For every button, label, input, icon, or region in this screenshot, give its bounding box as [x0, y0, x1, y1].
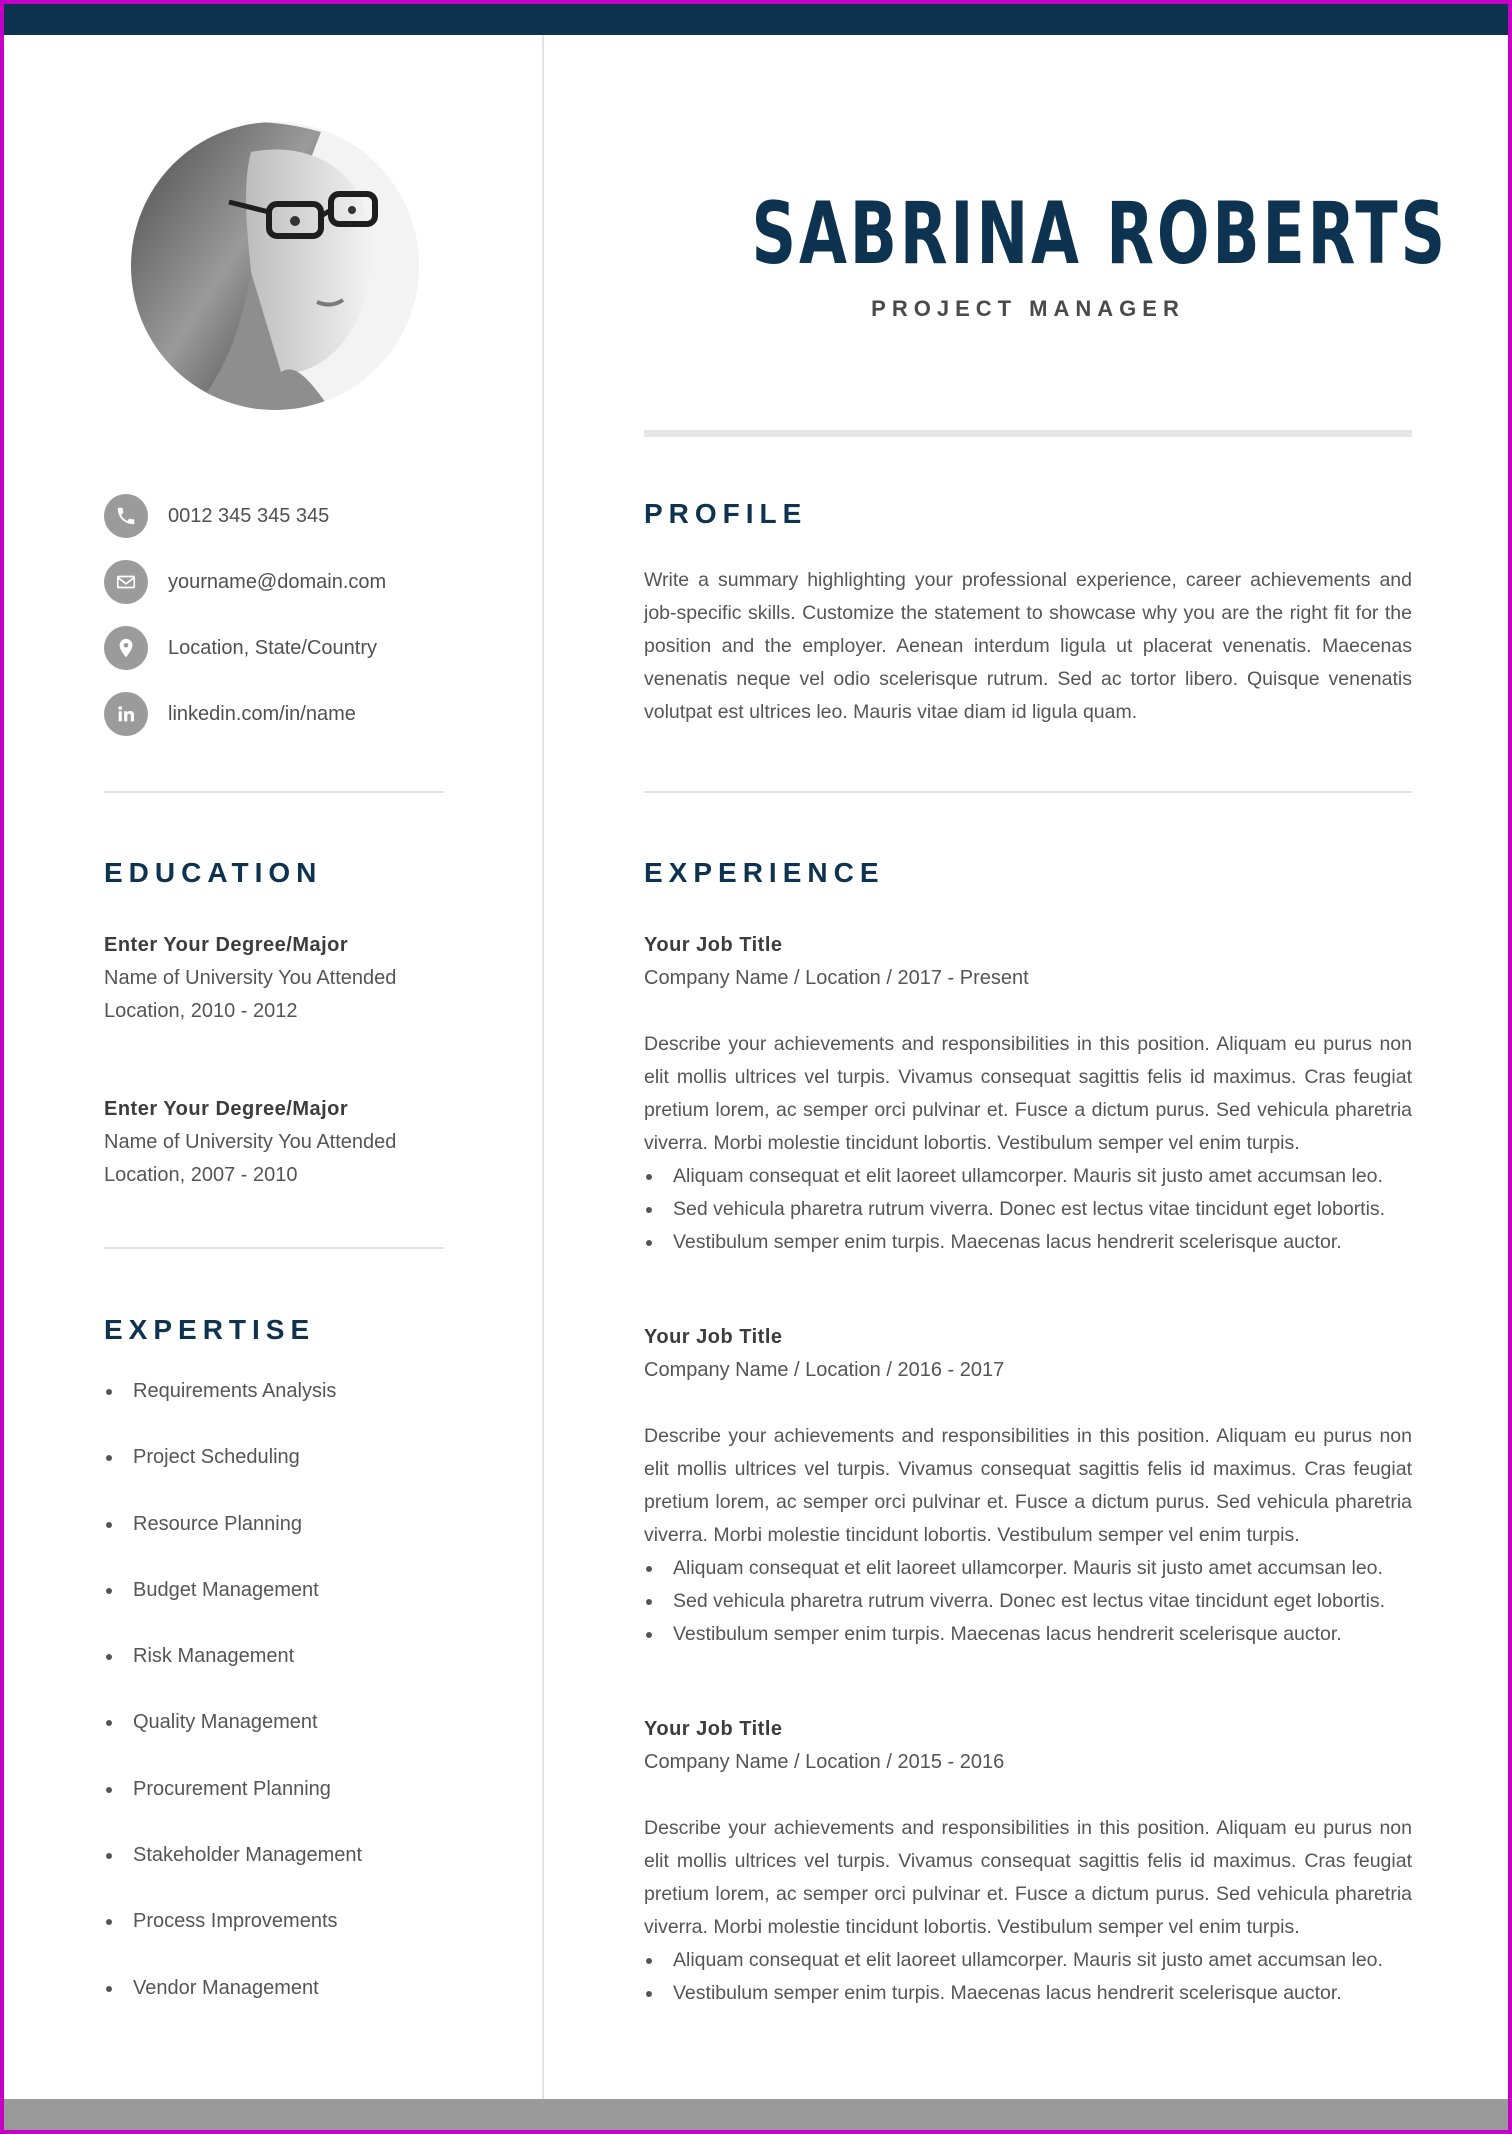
phone-number: 0012 345 345 345: [168, 504, 330, 527]
education-section: [104, 857, 504, 1192]
list-item: Budget Management: [104, 1575, 504, 1641]
education-entry: [104, 1093, 504, 1192]
linkedin-icon: [104, 692, 148, 736]
list-item: Quality Management: [104, 1707, 504, 1773]
header-divider: [644, 430, 1412, 437]
location-text: Location, State/Country: [168, 636, 378, 659]
list-item: Vestibulum semper enim turpis. Maecenas lacus hendrerit scelerisque auctor.: [644, 1618, 1412, 1651]
list-item: Sed vehicula pharetra rutrum viverra. Donec est lectus vitae tincidunt eget lobortis.: [644, 1193, 1412, 1226]
list-item: Procurement Planning: [104, 1774, 504, 1840]
envelope-icon: [104, 560, 148, 604]
degree: Enter Your Degree/Major: [104, 934, 349, 956]
contact-linkedin[interactable]: [104, 692, 454, 736]
education-details: Location, 2010 - 2012: [104, 1000, 298, 1022]
expertise-heading: EXPERTISE: [104, 1314, 316, 1345]
email-address: yourname@domain.com: [168, 570, 387, 593]
education-heading: EDUCATION: [104, 857, 323, 888]
right-divider: [644, 791, 1412, 793]
experience-section: [644, 857, 1412, 2010]
expertise-section: [104, 1314, 504, 2039]
profile-section: [644, 498, 1412, 729]
header-block: [644, 184, 1448, 322]
list-item: Vestibulum semper enim turpis. Maecenas lacus hendrerit scelerisque auctor.: [644, 1226, 1412, 1259]
location-pin-icon: [104, 626, 148, 670]
education-details: Location, 2007 - 2010: [104, 1164, 298, 1186]
bottom-color-bar: [4, 2099, 1508, 2130]
job-title: Your Job Title: [644, 1326, 783, 1348]
job-bullets: [644, 1552, 1412, 1651]
left-divider: [104, 791, 444, 793]
expertise-list: [104, 1376, 504, 2039]
contact-location: [104, 626, 454, 670]
list-item: Process Improvements: [104, 1906, 504, 1972]
list-item: Resource Planning: [104, 1509, 504, 1575]
list-item: Aliquam consequat et elit laoreet ullamcorper. Mauris sit justo amet accumsan leo.: [644, 1160, 1412, 1193]
list-item: Sed vehicula pharetra rutrum viverra. Donec est lectus vitae tincidunt eget lobortis.: [644, 1585, 1412, 1618]
list-item: Vendor Management: [104, 1973, 504, 2039]
job-bullets: [644, 1944, 1412, 2010]
profile-photo: [131, 122, 419, 410]
job-title: Your Job Title: [644, 1718, 783, 1740]
job-bullets: [644, 1160, 1412, 1259]
job-title: Your Job Title: [644, 934, 783, 956]
job-description: Describe your achievements and responsibilities in this position. Aliquam eu purus non elit mollis ultrices vel turpis. Vivamus consequat sagittis felis id maximus. Cras feugiat pretium lorem, ac semper orci pulvinar et. Fusce a dictum purus. Sed vehicula pharetria viverra. Morbi molestie tincidunt lobortis. Vestibulum semper vel enim turpis.: [644, 1425, 1412, 1546]
job-company: Company Name / Location / 2015 - 2016: [644, 1751, 1005, 1773]
job-entry: [644, 1321, 1412, 1651]
list-item: Aliquam consequat et elit laoreet ullamcorper. Mauris sit justo amet accumsan leo.: [644, 1552, 1412, 1585]
person-name: SABRINA ROBERTS: [751, 184, 1448, 284]
job-company: Company Name / Location / 2017 - Present: [644, 967, 1029, 989]
university: Name of University You Attended: [104, 1131, 397, 1153]
list-item: Risk Management: [104, 1641, 504, 1707]
linkedin-url: linkedin.com/in/name: [168, 702, 356, 725]
degree: Enter Your Degree/Major: [104, 1098, 349, 1120]
contact-phone[interactable]: [104, 494, 454, 538]
job-description: Describe your achievements and responsibilities in this position. Aliquam eu purus non elit mollis ultrices vel turpis. Vivamus consequat sagittis felis id maximus. Cras feugiat pretium lorem, ac semper orci pulvinar et. Fusce a dictum purus. Sed vehicula pharetria viverra. Morbi molestie tincidunt lobortis. Vestibulum semper vel enim turpis.: [644, 1033, 1412, 1154]
job-entry: [644, 1713, 1412, 2010]
list-item: Aliquam consequat et elit laoreet ullamcorper. Mauris sit justo amet accumsan leo.: [644, 1944, 1412, 1977]
profile-heading: PROFILE: [644, 498, 808, 529]
phone-icon: [104, 494, 148, 538]
contact-list: [104, 494, 454, 758]
job-role: PROJECT MANAGER: [871, 296, 1185, 321]
list-item: Requirements Analysis: [104, 1376, 504, 1442]
contact-email[interactable]: [104, 560, 454, 604]
left-divider: [104, 1247, 444, 1249]
list-item: Vestibulum semper enim turpis. Maecenas lacus hendrerit scelerisque auctor.: [644, 1977, 1412, 2010]
profile-summary: Write a summary highlighting your professional experience, career achievements and job-specific skills. Customize the statement to showcase why you are the right fit for the position and the employer. Aenean interdum ligula ut placerat venenatis. Maecenas venenatis neque vel odio scelerisque rutrum. Sed ac tortor libero. Quisque venenatis volutpat est ultrices leo. Mauris vitae diam id ligula quam.: [644, 569, 1412, 723]
job-entry: [644, 929, 1412, 1259]
university: Name of University You Attended: [104, 967, 397, 989]
job-company: Company Name / Location / 2016 - 2017: [644, 1359, 1005, 1381]
portrait-illustration: [131, 122, 419, 410]
job-description: Describe your achievements and responsibilities in this position. Aliquam eu purus non elit mollis ultrices vel turpis. Vivamus consequat sagittis felis id maximus. Cras feugiat pretium lorem, ac semper orci pulvinar et. Fusce a dictum purus. Sed vehicula pharetria viverra. Morbi molestie tincidunt lobortis. Vestibulum semper vel enim turpis.: [644, 1817, 1412, 1938]
education-entry: [104, 929, 504, 1028]
column-divider: [542, 35, 544, 2103]
experience-heading: EXPERIENCE: [644, 857, 885, 888]
top-color-bar: [4, 4, 1508, 35]
list-item: Stakeholder Management: [104, 1840, 504, 1906]
list-item: Project Scheduling: [104, 1442, 504, 1508]
